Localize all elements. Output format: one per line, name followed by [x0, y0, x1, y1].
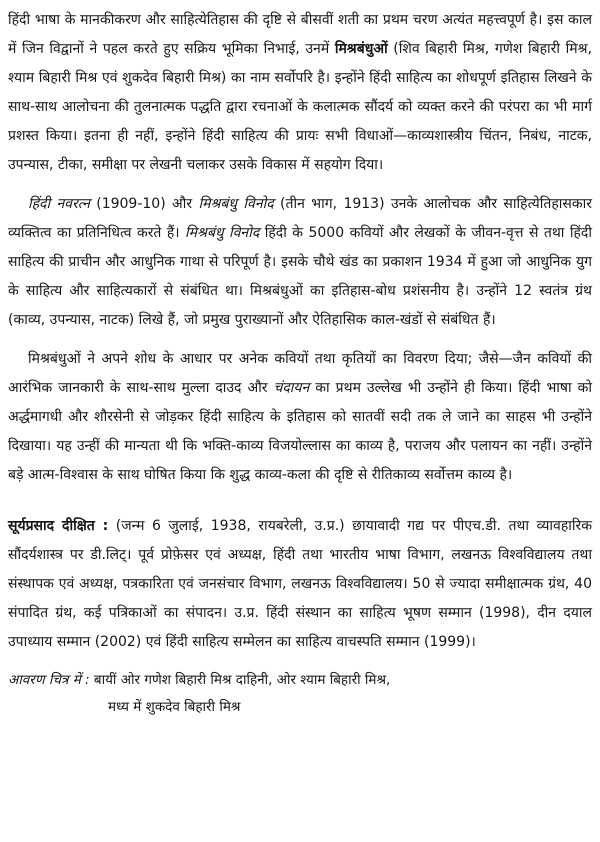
book-title-vinod-2: मिश्रबंधु विनोद [185, 225, 260, 241]
bold-term-misrabandhu: मिश्रबंधुओं [334, 41, 388, 57]
author-name: सूर्यप्रसाद दीक्षित : [8, 518, 109, 534]
caption-label: आवरण चित्र में : [8, 672, 90, 688]
paragraph-research: मिश्रबंधुओं ने अपने शोध के आधार पर अनेक कवियों तथा कृतियों का विवरण दिया; जैसे—जैन कवियों की आरंभिक जानकारी के साथ-साथ मुल्ला दाउद और चंदायन का प्रथम उल्लेख भी उन्होंने ही किया। हिंदी भाषा को अर्द्धमागधी और शौरसेनी से जोड़कर हिंदी साहित्य के इतिहास को सातवीं सदी तक ले जाने का साहस भी उन्होंने दिखाया। यह उन्हीं की मान्यता थी कि भक्ति-काव्य विजयोल्लास का काव्य है, पराजय और पलायन का नहीं। उन्होंने बड़े आत्म-विश्वास के साथ घोषित किया कि शुद्ध काव्य-कला की दृष्टि से रीतिकाव्य सर्वोत्तम काव्य है। [8, 351, 592, 483]
book-title-vinod: मिश्रबंधु विनोद [198, 196, 274, 212]
caption-line-1: बायीं ओर गणेश बिहारी मिश्र दाहिनी, ओर श्याम बिहारी मिश्र, [89, 672, 391, 688]
book-title-chandayan: चंदायन [273, 380, 310, 396]
book-title-navratna: हिंदी नवरत्न [28, 196, 90, 212]
paragraph-misrabandhu-intro: हिंदी भाषा के मानकीकरण और साहित्येतिहास की दृष्टि से बीसवीं शती का प्रथम चरण अत्यंत महत्त्वपूर्ण है। इस काल में जिन विद्वानों ने पहल करते हुए सक्रिय भूमिका निभाई, उनमें मिश्रबंधुओं (शिव बिहारी मिश्र, गणेश बिहारी मिश्र, श्याम बिहारी मिश्र एवं शुकदेव बिहारी मिश्र) का नाम सर्वोपरि है। इन्होंने हिंदी साहित्य का शोधपूर्ण इतिहास लिखने के साथ-साथ आलोचना की तुलनात्मक पद्धति द्वारा रचनाओं के कलात्मक सौंदर्य को व्यक्त करने की परंपरा का भी मार्ग प्रशस्त किया। इतना ही नहीं, इन्होंने हिंदी साहित्य की प्रायः सभी विधाओं—काव्यशास्त्रीय चिंतन, निबंध, नाटक, उपन्यास, टीका, समीक्षा पर लेखनी चलाकर उसके विकास में सहयोग दिया। [8, 12, 592, 173]
cover-caption [8, 667, 592, 721]
paragraph-works: हिंदी नवरत्न (1909-10) और मिश्रबंधु विनोद (तीन भाग, 1913) उनके आलोचक और साहित्येतिहासकार व्यक्तित्व का प्रतिनिधित्व करते हैं। मिश्रबंधु विनोद हिंदी के 5000 कवियों और लेखकों के जीवन-वृत्त से तथा हिंदी साहित्य की प्राचीन और आधुनिक गाथा से परिपूर्ण है। इसके चौथे खंड का प्रकाशन 1934 में हुआ जो आधुनिक युग के साहित्य और साहित्यकारों से संबंधित था। मिश्रबंधुओं का इतिहास-बोध प्रशंसनीय है। उन्होंने 12 स्वतंत्र ग्रंथ (काव्य, उपन्यास, नाटक) लिखे हैं, जो प्रमुख पुराख्यानों और ऐतिहासिक काल-खंडों से संबंधित हैं। [8, 196, 592, 328]
author-bio: सूर्यप्रसाद दीक्षित : (जन्म 6 जुलाई, 1938, रायबरेली, उ.प्र.) छायावादी गद्य पर पीएच.डी. तथा व्यावहारिक सौंदर्यशास्त्र पर डी.लिट्। पूर्व प्रोफ़ेसर एवं अध्यक्ष, हिंदी तथा भारतीय भाषा विभाग, लखनऊ विश्वविद्यालय तथा संस्थापक एवं अध्यक्ष, पत्रकारिता एवं जनसंचार विभाग, लखनऊ विश्वविद्यालय। 50 से ज्यादा समीक्षात्मक ग्रंथ, 40 संपादित ग्रंथ, कई पत्रिकाओं का संपादन। उ.प्र. हिंदी संस्थान का साहित्य भूषण सम्मान (1998), दीन दयाल उपाध्याय सम्मान (2002) एवं हिंदी साहित्य सम्मेलन का साहित्य वाचस्पति सम्मान (1999)। [8, 518, 593, 650]
caption-line-2: मध्य में शुकदेव बिहारी मिश्र [108, 699, 241, 715]
